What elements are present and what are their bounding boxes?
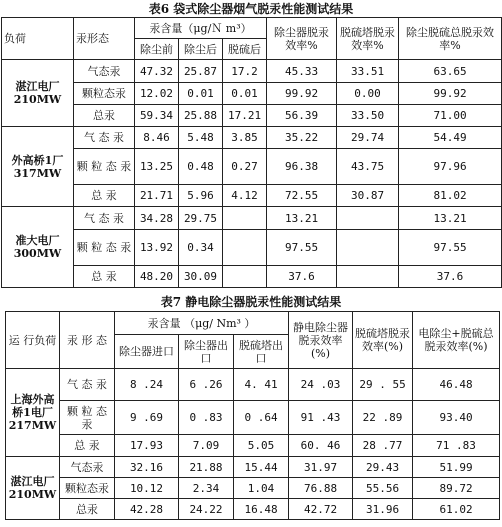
form-cell: 颗粒态汞: [60, 478, 115, 499]
value-cell-eff-desulf: 22 .89: [353, 401, 413, 435]
table-row: [2, 105, 502, 127]
value-cell-desulf: 0.27: [223, 149, 267, 185]
table-row: [2, 185, 502, 207]
value-cell-eff-total: 61.02: [413, 499, 500, 520]
value-cell-post: 2.34: [179, 478, 234, 499]
value-cell-eff-desulf: 33.51: [337, 60, 399, 83]
table7-header-conc: 汞含量 （μg/ Nm³ ）: [115, 312, 289, 335]
value-cell-desulf: 3.85: [223, 127, 267, 149]
form-cell: 气 态 汞: [74, 127, 135, 149]
value-cell-eff-dust: 31.97: [289, 457, 353, 478]
value-cell-pre: 47.32: [135, 60, 179, 83]
value-cell-desulf: [223, 230, 267, 266]
value-cell-eff-dust: 35.22: [267, 127, 337, 149]
plant-load: 217MW: [8, 419, 57, 432]
table7-header-eff-desulf: 脱硫塔脱汞效率(%): [353, 312, 413, 369]
value-cell-pre: 12.02: [135, 83, 179, 105]
value-cell-eff-desulf: 43.75: [337, 149, 399, 185]
value-cell-post: 29.75: [179, 207, 223, 230]
form-cell: 总 汞: [60, 435, 115, 457]
value-cell-pre: 9 .69: [115, 401, 179, 435]
plant-name: 准大电厂: [15, 234, 60, 247]
value-cell-post: 0.34: [179, 230, 223, 266]
plant-name: 外高桥1厂: [11, 153, 64, 167]
value-cell-pre: 34.28: [135, 207, 179, 230]
table6-caption: 表6 袋式除尘器烟气脱汞性能测试结果: [148, 2, 354, 16]
table7-header-row: [6, 312, 500, 335]
form-cell: 颗 粒 态 汞: [60, 401, 115, 435]
table6-header-post: 除尘后: [179, 39, 223, 60]
value-cell-eff-total: 63.65: [399, 60, 502, 83]
table-row: [2, 266, 502, 288]
value-cell-eff-desulf: [337, 207, 399, 230]
value-cell-eff-dust: 96.38: [267, 149, 337, 185]
value-cell-pre: 59.34: [135, 105, 179, 127]
value-cell-desulf: [223, 207, 267, 230]
value-cell-pre: 10.12: [115, 478, 179, 499]
table7-header-load: 运 行负荷: [6, 312, 60, 369]
value-cell-eff-desulf: 55.56: [353, 478, 413, 499]
value-cell-post: 25.87: [179, 60, 223, 83]
value-cell-eff-desulf: 29.43: [353, 457, 413, 478]
table6-header-eff-desulf: 脱硫塔脱汞效率%: [337, 18, 399, 60]
form-cell: 总 汞: [74, 266, 135, 288]
table-row: [2, 83, 502, 105]
table6-header-load: 负荷: [2, 18, 74, 60]
form-cell: 颗 粒 态 汞: [74, 230, 135, 266]
value-cell-pre: 48.20: [135, 266, 179, 288]
table-row: [2, 127, 502, 149]
table6-header-eff-dust: 除尘器脱汞效率%: [267, 18, 337, 60]
plant-cell: [2, 60, 74, 127]
plant-name: 湛江电厂: [15, 80, 60, 93]
value-cell-desulf: 4. 41: [234, 369, 289, 401]
value-cell-eff-dust: 97.55: [267, 230, 337, 266]
value-cell-eff-total: 13.21: [399, 207, 502, 230]
form-cell: 颗 粒 态 汞: [74, 149, 135, 185]
table-row: [2, 60, 502, 83]
value-cell-desulf: 17.21: [223, 105, 267, 127]
table6-body: [2, 60, 502, 288]
form-cell: 总 汞: [74, 185, 135, 207]
value-cell-eff-desulf: 31.96: [353, 499, 413, 520]
table-row: [2, 207, 502, 230]
value-cell-post: 5.48: [179, 127, 223, 149]
table6-header-conc: 汞含量（μg/Ｎ m³）: [135, 18, 267, 39]
value-cell-eff-dust: 99.92: [267, 83, 337, 105]
table-row: [6, 478, 500, 499]
value-cell-pre: 32.16: [115, 457, 179, 478]
value-cell-eff-desulf: 29.74: [337, 127, 399, 149]
value-cell-pre: 8.46: [135, 127, 179, 149]
table6-header-desulf: 脱硫后: [223, 39, 267, 60]
value-cell-desulf: 5.05: [234, 435, 289, 457]
value-cell-eff-total: 81.02: [399, 185, 502, 207]
value-cell-post: 0.48: [179, 149, 223, 185]
value-cell-pre: 21.71: [135, 185, 179, 207]
plant-cell: [2, 127, 74, 207]
value-cell-eff-total: 89.72: [413, 478, 500, 499]
value-cell-eff-total: 54.49: [399, 127, 502, 149]
value-cell-desulf: 16.48: [234, 499, 289, 520]
value-cell-eff-dust: 13.21: [267, 207, 337, 230]
value-cell-eff-dust: 91 .43: [289, 401, 353, 435]
plant-cell: [6, 457, 60, 520]
value-cell-pre: 13.92: [135, 230, 179, 266]
form-cell: 总汞: [60, 499, 115, 520]
value-cell-eff-desulf: [337, 230, 399, 266]
value-cell-post: 6 .26: [179, 369, 234, 401]
form-cell: 颗粒态汞: [74, 83, 135, 105]
value-cell-eff-dust: 56.39: [267, 105, 337, 127]
value-cell-post: 25.88: [179, 105, 223, 127]
table-row: [6, 435, 500, 457]
table7-header-post: 除尘器出口: [179, 335, 234, 369]
value-cell-eff-desulf: 0.00: [337, 83, 399, 105]
value-cell-desulf: [223, 266, 267, 288]
table-row: [2, 149, 502, 185]
value-cell-desulf: 1.04: [234, 478, 289, 499]
value-cell-eff-total: 97.96: [399, 149, 502, 185]
value-cell-post: 30.09: [179, 266, 223, 288]
table6-header-pre: 除尘前: [135, 39, 179, 60]
value-cell-eff-total: 46.48: [413, 369, 500, 401]
value-cell-eff-dust: 72.55: [267, 185, 337, 207]
form-cell: 气态汞: [74, 60, 135, 83]
plant-load: 210MW: [13, 93, 62, 106]
table7-caption: 表7 静电除尘器脱汞性能测试结果: [160, 295, 342, 309]
value-cell-pre: 42.28: [115, 499, 179, 520]
value-cell-desulf: 0.01: [223, 83, 267, 105]
plant-load: 300MW: [13, 247, 62, 260]
value-cell-desulf: 15.44: [234, 457, 289, 478]
value-cell-post: 0 .83: [179, 401, 234, 435]
value-cell-post: 21.88: [179, 457, 234, 478]
form-cell: 气 态 汞: [60, 369, 115, 401]
table6-header-eff-total: 除尘脱硫总脱汞效率%: [399, 18, 502, 60]
table7: [5, 311, 500, 520]
value-cell-eff-total: 97.55: [399, 230, 502, 266]
value-cell-pre: 13.25: [135, 149, 179, 185]
value-cell-eff-desulf: 33.50: [337, 105, 399, 127]
form-cell: 总汞: [74, 105, 135, 127]
table-row: [2, 230, 502, 266]
table6: [1, 17, 502, 288]
plant-load: 317MW: [13, 166, 62, 180]
value-cell-eff-dust: 37.6: [267, 266, 337, 288]
value-cell-eff-total: 37.6: [399, 266, 502, 288]
table7-header-form: 汞 形 态: [60, 312, 115, 369]
table-row: [6, 499, 500, 520]
form-cell: 气态汞: [60, 457, 115, 478]
value-cell-eff-total: 51.99: [413, 457, 500, 478]
value-cell-eff-total: 71 .83: [413, 435, 500, 457]
table-row: [6, 401, 500, 435]
value-cell-eff-desulf: 28 .77: [353, 435, 413, 457]
value-cell-eff-total: 93.40: [413, 401, 500, 435]
plant-load: 210MW: [8, 488, 57, 501]
value-cell-pre: 8 .24: [115, 369, 179, 401]
value-cell-eff-dust: 42.72: [289, 499, 353, 520]
plant-cell: [2, 207, 74, 288]
value-cell-eff-desulf: 29 . 55: [353, 369, 413, 401]
plant-cell: [6, 369, 60, 457]
plant-name: 湛江电厂: [10, 475, 55, 488]
value-cell-desulf: 17.2: [223, 60, 267, 83]
table6-header-row: [2, 18, 502, 39]
table7-header-eff-total: 电除尘+脱硫总脱汞效率(%): [413, 312, 500, 369]
value-cell-desulf: 0 .64: [234, 401, 289, 435]
value-cell-eff-dust: 60. 46: [289, 435, 353, 457]
value-cell-eff-total: 71.00: [399, 105, 502, 127]
plant-name: 上海外高桥1电厂: [10, 393, 55, 419]
value-cell-post: 5.96: [179, 185, 223, 207]
value-cell-eff-desulf: 30.87: [337, 185, 399, 207]
value-cell-desulf: 4.12: [223, 185, 267, 207]
value-cell-pre: 17.93: [115, 435, 179, 457]
table-row: [6, 369, 500, 401]
table6-header-form: 汞形态: [74, 18, 135, 60]
value-cell-eff-dust: 76.88: [289, 478, 353, 499]
table7-body: [6, 369, 500, 520]
value-cell-post: 7.09: [179, 435, 234, 457]
value-cell-eff-dust: 45.33: [267, 60, 337, 83]
table-row: [6, 457, 500, 478]
table7-header-eff-dust: 静电除尘器脱汞效率(%): [289, 312, 353, 369]
form-cell: 气 态 汞: [74, 207, 135, 230]
value-cell-post: 0.01: [179, 83, 223, 105]
value-cell-eff-desulf: [337, 266, 399, 288]
table7-header-desulf: 脱硫塔出口: [234, 335, 289, 369]
table7-header-pre: 除尘器进口: [115, 335, 179, 369]
value-cell-post: 24.22: [179, 499, 234, 520]
value-cell-eff-total: 99.92: [399, 83, 502, 105]
value-cell-eff-dust: 24 .03: [289, 369, 353, 401]
